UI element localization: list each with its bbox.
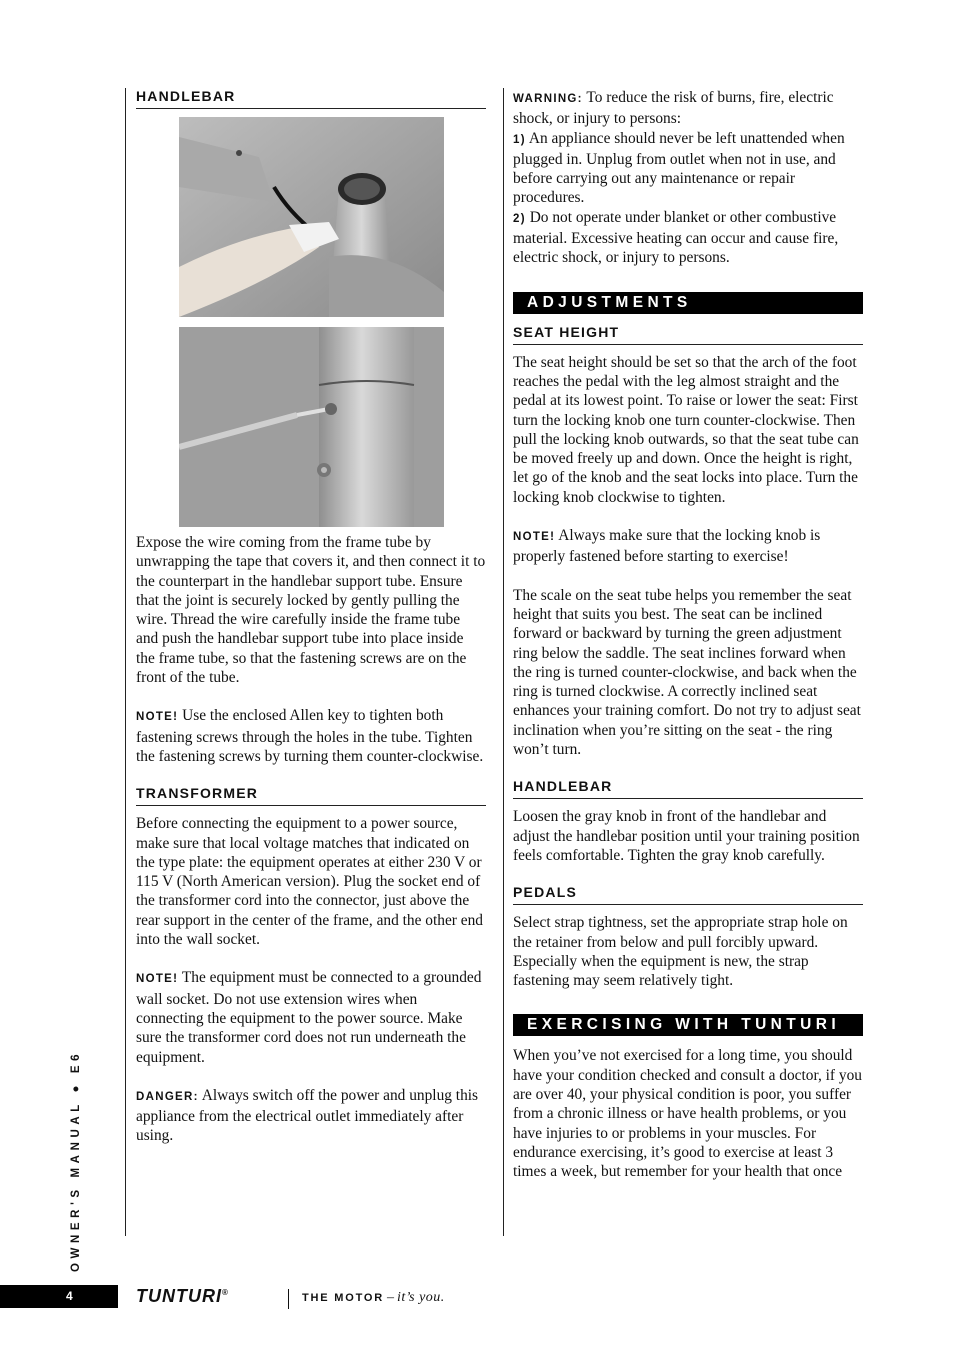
note-label: NOTE! (513, 531, 556, 544)
warning-label: WARNING: (513, 93, 583, 105)
adjustments-banner: ADJUSTMENTS (513, 292, 863, 314)
tagline-slogan: it’s you. (397, 1290, 445, 1305)
tunturi-logo (136, 1286, 229, 1307)
column-divider-rule (503, 88, 504, 1236)
handlebar-adjust-instructions: Loosen the gray knob in front of the handlebar and adjust the handlebar position until your training position feels comfortable. Tighten the gray knob carefully. (513, 808, 860, 864)
tagline (302, 1290, 445, 1306)
pedals-heading: PEDALS (513, 884, 863, 905)
registered-mark: ® (222, 1288, 229, 1297)
transformer-instructions: Before connecting the equipment to a power source, make sure that local voltage matches that indicated on the type plate: the equipment operates at either 230 V or 115 V (North American version). Plug the socket end of the transformer cord into the connector, just above the rear support in the center of the frame, and the other end into the wall socket. (136, 815, 483, 949)
danger-notice (136, 1086, 486, 1146)
tagline-motor: THE MOTOR (302, 1292, 384, 1304)
tagline-dash: – (387, 1290, 394, 1305)
handlebar-instructions: Expose the wire coming from the frame tube by unwrapping the tape that covers it, and then connect it to the counterpart in the handlebar support tube. Ensure that the joint is securely locked by gently pulling the wire. Thread the wire carefully inside the frame tube and push the handlebar support tube into place inside the frame tube, so that the fastening screws are on the front of the tube. (136, 534, 486, 687)
owners-manual-side-label: OWNER'S MANUAL ● E6 (70, 1049, 82, 1272)
right-column (513, 88, 863, 1200)
warning-item-2 (513, 208, 863, 268)
item-text: An appliance should never be left unattended when plugged in. Unplug from outlet when not in use, and before carrying out any maintenance or repair procedures. (513, 129, 845, 207)
allen-key-screw-photo (179, 327, 444, 527)
danger-text: Always switch off the power and unplug this appliance from the electrical outlet immediately after using. (136, 1086, 479, 1145)
warning-text: To reduce the risk of burns, fire, electric shock, or injury to persons: (513, 89, 834, 128)
seat-height-heading: SEAT HEIGHT (513, 324, 863, 345)
pedals-instructions: Select strap tightness, set the appropriate strap hole on the retainer from below and pull forcibly upward. Especially when the equipment is new, the strap fastening may seem relatively tight. (513, 914, 848, 990)
note-locking-knob (513, 526, 863, 567)
note-text: The equipment must be connected to a grounded wall socket. Do not use extension wires when connecting the equipment to the power source. Make sure the transformer cord does not run underneath the equipment. (136, 969, 482, 1066)
handlebar-heading: HANDLEBAR (136, 88, 486, 109)
warning-notice (513, 88, 863, 129)
note-allen-key (136, 706, 486, 766)
item-number: 1) (513, 133, 526, 146)
handlebar-adjust-heading: HANDLEBAR (513, 778, 863, 799)
note-label: NOTE! (136, 711, 179, 724)
page-number: 4 (66, 1289, 73, 1303)
note-label: NOTE! (136, 973, 179, 986)
note-text: Always make sure that the locking knob is properly fastened before starting to exercise! (513, 527, 821, 566)
warning-item-1 (513, 129, 863, 208)
note-grounded-socket (136, 968, 486, 1066)
page-number-box (0, 1285, 118, 1308)
item-number: 2) (513, 212, 526, 225)
exercising-banner: EXERCISING WITH TUNTURI (513, 1014, 863, 1036)
danger-label: DANGER: (136, 1090, 199, 1103)
footer-divider (288, 1289, 289, 1309)
exercising-text: When you’ve not exercised for a long time, you should have your condition checked and consult a doctor, if you are over 40, your physical condition is poor, you suffer from a chronic illness or have health problems, or you have injuries to or problems in your muscles. For endurance exercising, it’s good to exercise at least 3 times a week, but remember for your health that once (513, 1047, 862, 1181)
brand-name: TUNTURI (136, 1286, 222, 1306)
seat-height-instructions: The seat height should be set so that the arch of the foot reaches the pedal with the leg almost straight and the pedal at its lowest point. To raise or lower the seat: First turn the locking knob one turn counter-clockwise. Then pull the locking knob outwards, so that the seat tube can be moved freely up and down. Once the height is right, let go of the knob and the seat locks into place. Turn the locking knob clockwise to tighten. (513, 353, 859, 506)
item-text: Do not operate under blanket or other combustive material. Excessive heating can occur and cause fire, electric shock, or injury to persons. (513, 208, 839, 267)
left-margin-rule (125, 88, 126, 1236)
transformer-heading: TRANSFORMER (136, 785, 486, 806)
handlebar-wire-photo (179, 117, 444, 317)
left-column (136, 88, 486, 1165)
note-text: Use the enclosed Allen key to tighten both fastening screws through the holes in the tube. Tighten the fastening screws by turning them counter-clockwise. (136, 707, 484, 765)
seat-scale-instructions: The scale on the seat tube helps you remember the seat height that suits you best. The seat can be inclined forward or backward by turning the green adjustment ring below the saddle. The seat inclines forward when the ring is turned counter-clockwise, and back when the ring is turned clockwise. A correctly inclined seat enhances your training comfort. Do not try to adjust seat inclination when you’re sitting on the seat - the ring won’t turn. (513, 586, 861, 759)
